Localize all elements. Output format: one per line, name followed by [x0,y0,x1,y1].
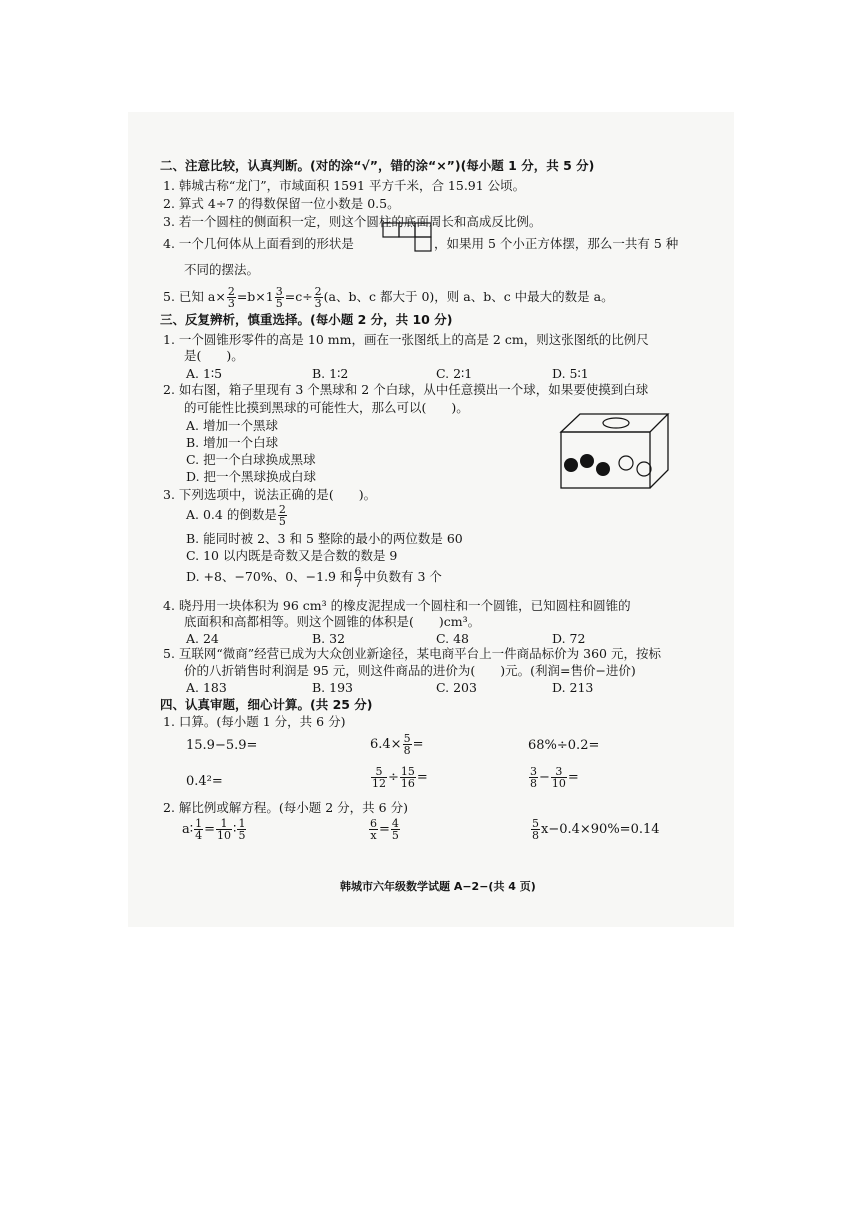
s3-q2-line1: 2. 如右图，箱子里现有 3 个黑球和 2 个白球，从中任意摸出一个球，如果要使摸到白球 [163,382,649,397]
s3-q3-opt-c: C. 10 以内既是奇数又是合数的数是 9 [186,548,398,563]
s3-q2-opt-d: D. 把一个黑球换成白球 [186,469,317,484]
fraction-den: 10 [217,829,232,842]
s3-q1-opt-b: B. 1∶2 [312,366,349,381]
s3-q2-line2: 的可能性比摸到黑球的可能性大，那么可以( )。 [184,400,469,415]
s3-q1-opt-d: D. 5∶1 [552,366,589,381]
fraction-num: 2 [278,503,286,516]
s3-q1-opt-c: C. 2∶1 [436,366,473,381]
fraction-num: 3 [530,765,537,778]
black-ball-icon [580,454,594,468]
s2-q4-end: ，如果用 5 个小正方体摆，那么一共有 5 种 [434,236,679,251]
fraction-den: 10 [551,777,566,790]
s2-q4-start: 4. 一个几何体从上面看到的形状是 [163,236,354,251]
box-opening [603,418,629,428]
s2-q5-part1: 5. 已知 a× [163,289,226,304]
s2-q2: 2. 算式 4÷7 的得数保留一位小数是 0.5。 [163,196,400,211]
fraction [531,818,540,841]
fraction-den: 12 [372,777,386,790]
ball-box-diagram [558,410,670,492]
fraction [369,818,378,841]
fraction-den: 8 [403,744,411,757]
fraction-num: 5 [532,817,539,830]
s3-q5-opt-d: D. 213 [552,680,594,695]
fraction [314,286,323,309]
s3-q3-opt-a [186,504,288,527]
fraction [194,818,203,841]
s3-q4-line2: 底面积和高都相等。则这个圆锥的体积是( )cm³。 [184,614,481,629]
fraction-den: 7 [354,577,362,590]
eq-1-var: a∶ [182,822,194,837]
s2-q5-part2: =b×1 [236,289,274,304]
s3-q3-opt-d-end: 中负数有 3 个 [363,569,442,584]
fraction [371,766,387,789]
fraction [403,733,412,756]
s3-q4-opt-b: B. 32 [312,631,346,646]
fraction-den: x [370,829,377,842]
s3-q1-opt-a: A. 1∶5 [186,366,223,381]
s3-q4-opt-a: A. 24 [186,631,219,646]
equation-3 [530,818,660,841]
fraction-num: 3 [275,285,283,298]
fraction-den: 3 [314,297,322,310]
calc-1: 15.9−5.9= [186,738,258,753]
fraction-den: 8 [530,777,537,790]
s3-q1-line2: 是( )。 [184,348,244,363]
fraction-num: 6 [354,565,362,578]
fraction [275,286,284,309]
fraction-num: 2 [314,285,322,298]
section-2-title: 二、注意比较，认真判断。(对的涂“√”，错的涂“×”)(每小题 1 分，共 5 分) [160,158,595,173]
s3-q5-line1: 5. 互联网“微商”经营已成为大众创业新途径，某电商平台上一件商品标价为 360 元，按标 [163,646,661,661]
calc-6-op: − [539,770,550,785]
s3-q3-opt-a-text: A. 0.4 的倒数是 [186,507,277,522]
fraction [551,766,567,789]
calc-5 [370,766,428,789]
s2-q4-cont: 不同的摆法。 [184,262,260,277]
fraction-num: 1 [195,817,203,830]
fraction [391,818,400,841]
s4-part1-title: 1. 口算。(每小题 1 分，共 6 分) [163,714,346,729]
eq-2-equals: = [379,822,390,837]
calc-2-eq: = [412,737,424,752]
s3-q3: 3. 下列选项中，说法正确的是( )。 [163,487,377,502]
fraction-num: 2 [227,285,235,298]
fraction-num: 6 [370,817,377,830]
s3-q1-line1: 1. 一个圆锥形零件的高是 10 mm，画在一张图纸上的高是 2 cm，则这张图纸的比例尺 [163,332,649,347]
equation-2 [368,818,401,841]
fraction [237,818,246,841]
s2-q1: 1. 韩城古称“龙门”，市域面积 1591 平方千米，合 15.91 公顷。 [163,178,526,193]
s2-q5 [163,286,614,309]
s3-q4-line1: 4. 晓丹用一块体积为 96 cm³ 的橡皮泥捏成一个圆柱和一个圆锥，已知圆柱和圆锥的 [163,598,631,613]
s3-q4-opt-d: D. 72 [552,631,586,646]
fraction [278,504,287,527]
fraction-num: 1 [238,817,246,830]
eq-1-equals: = [204,822,216,837]
s3-q3-opt-d [186,566,442,589]
fraction [354,566,363,589]
calc-5-op: ÷ [388,770,399,785]
s3-q5-opt-c: C. 203 [436,680,477,695]
s3-q2-opt-a: A. 增加一个黑球 [186,418,278,433]
s3-q3-opt-b: B. 能同时被 2、3 和 5 整除的最小的两位数是 60 [186,531,463,546]
equation-1 [182,818,247,841]
fraction [227,286,236,309]
black-ball-icon [596,462,610,476]
calc-2-text: 6.4× [370,737,402,752]
fraction-num: 5 [403,732,411,745]
fraction-den: 5 [275,297,283,310]
s3-q5-opt-a: A. 183 [186,680,227,695]
s3-q3-opt-d-text: D. +8、−70%、0、−1.9̇ 和 [186,569,353,584]
fraction-den: 3 [227,297,235,310]
fraction [400,766,416,789]
fraction-num: 1 [216,818,232,830]
s3-q2-opt-b: B. 增加一个白球 [186,435,279,450]
section-4-title: 四、认真审题，细心计算。(共 25 分) [160,697,373,712]
white-ball-icon [619,456,633,470]
calc-3: 68%÷0.2= [528,738,600,753]
calc-4: 0.4²= [186,774,223,789]
s3-q5-opt-b: B. 193 [312,680,353,695]
calc-5-eq: = [416,770,428,785]
fraction [216,818,232,841]
fraction-num: 15 [400,765,415,778]
fraction-den: 8 [532,829,539,842]
s2-q3: 3. 若一个圆柱的侧面积一定，则这个圆柱的底面周长和高成反比例。 [163,214,542,229]
white-ball-icon [637,462,651,476]
calc-2 [370,733,423,756]
fraction-den: 5 [391,829,399,842]
fraction-num: 4 [391,817,399,830]
fraction-den: 4 [195,829,203,842]
s2-q5-part4: (a、b、c 都大于 0)，则 a、b、c 中最大的数是 a。 [323,289,614,304]
eq-1-colon: ∶ [233,822,237,837]
s3-q2-opt-c: C. 把一个白球换成黑球 [186,452,316,467]
page-footer: 韩城市六年级数学试题 A−2−(共 4 页) [340,880,536,893]
s2-q5-part3: =c÷ [284,289,313,304]
s4-part2-title: 2. 解比例或解方程。(每小题 2 分，共 6 分) [163,800,408,815]
s3-q4-opt-c: C. 48 [436,631,469,646]
black-ball-icon [564,458,578,472]
calc-6-eq: = [567,770,579,785]
s3-q5-line2: 价的八折销售时利润是 95 元，则这件商品的进价为( )元。(利润=售价−进价) [184,663,636,678]
fraction-den: 5 [238,829,246,842]
fraction-den: 16 [400,777,415,790]
fraction [529,766,538,789]
calc-6 [528,766,579,789]
fraction-num: 5 [371,766,387,778]
eq-3-rest: x−0.4×90%=0.14 [541,822,660,837]
top-view-shape-diagram [382,222,434,254]
fraction-den: 5 [278,515,286,528]
fraction-num: 3 [551,766,567,778]
section-3-title: 三、反复辨析，慎重选择。(每小题 2 分，共 10 分) [160,312,453,327]
